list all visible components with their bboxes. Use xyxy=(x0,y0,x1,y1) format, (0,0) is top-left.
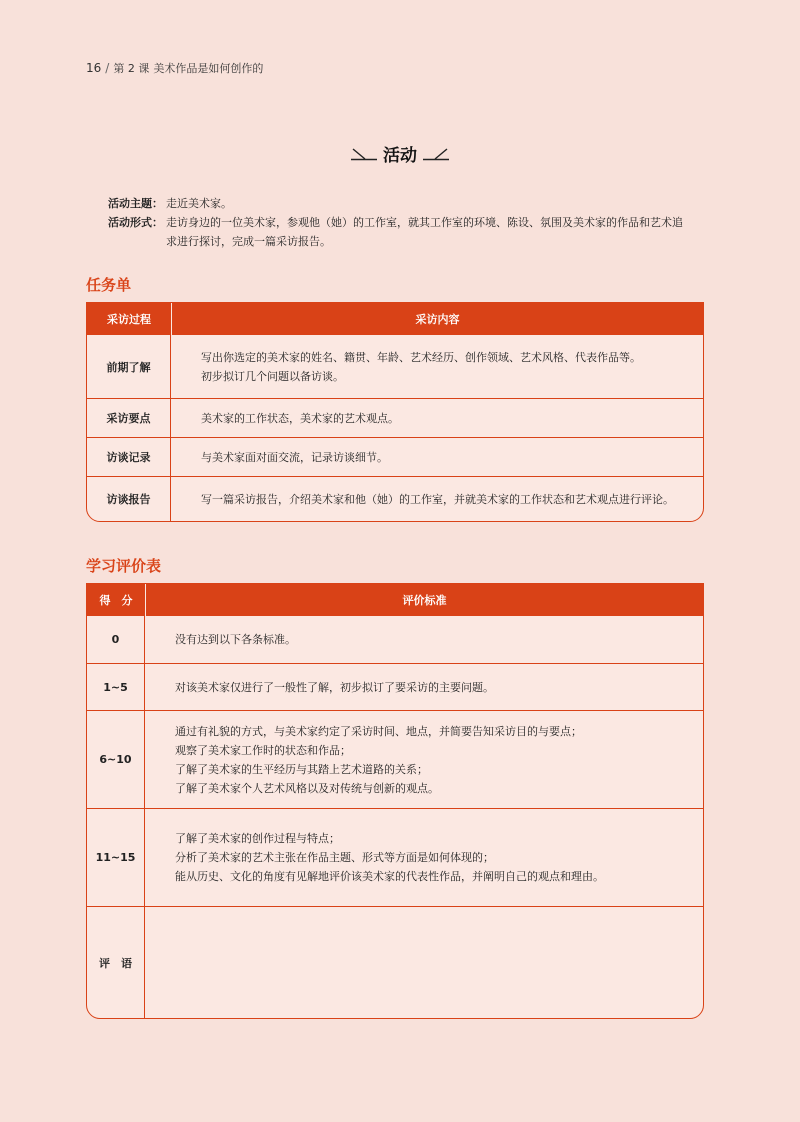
table-row xyxy=(87,437,703,476)
evaluation-title: 学习评价表 xyxy=(86,557,162,575)
activity-format-label: 活动形式： xyxy=(108,216,163,229)
lesson-title: 美术作品是如何创作的 xyxy=(153,62,264,75)
score-cell: 1~5 xyxy=(87,663,145,710)
row-key: 前期了解 xyxy=(87,335,171,398)
activity-theme-label: 活动主题： xyxy=(108,197,163,210)
column-header: 得 分 xyxy=(87,584,145,616)
activity-theme-row xyxy=(108,194,708,213)
content-line: 写一篇采访报告，介绍美术家和他（她）的工作室，并就美术家的工作状态和艺术观点进行评论。 xyxy=(201,492,674,506)
criteria-cell xyxy=(145,616,703,663)
activity-format-line: 走访身边的一位美术家，参观他（她）的工作室，就其工作室的环境、陈设、氛围及美术家的作品和艺术追 xyxy=(166,216,683,229)
activity-info xyxy=(108,194,708,251)
row-content xyxy=(171,335,703,398)
content-line: 没有达到以下各条标准。 xyxy=(175,633,296,646)
content-line: 了解了美术家的生平经历与其踏上艺术道路的关系； xyxy=(175,762,428,776)
column-header: 评价标准 xyxy=(145,584,703,616)
criteria-cell xyxy=(145,808,703,906)
activity-title: 活动 xyxy=(383,146,417,166)
title-left-decoration-icon xyxy=(351,147,377,161)
row-content xyxy=(171,476,703,521)
table-row xyxy=(87,616,703,663)
activity-theme-value: 走近美术家。 xyxy=(166,197,232,210)
table-header-row xyxy=(87,303,703,335)
content-line: 初步拟订几个问题以备访谈。 xyxy=(201,369,344,383)
table-row xyxy=(87,335,703,398)
content-line: 美术家的工作状态，美术家的艺术观点。 xyxy=(201,411,399,425)
row-key: 采访要点 xyxy=(87,398,171,437)
column-header: 采访过程 xyxy=(87,303,171,335)
activity-heading xyxy=(0,141,800,166)
table-row xyxy=(87,398,703,437)
table-row xyxy=(87,663,703,710)
row-key: 访谈报告 xyxy=(87,476,171,521)
page-header xyxy=(86,60,263,76)
table-header-row xyxy=(87,584,703,616)
content-line: 观察了美术家工作时的状态和作品； xyxy=(175,743,351,757)
page-number: 16 xyxy=(86,61,102,75)
activity-format-value xyxy=(166,213,708,251)
comment-area[interactable] xyxy=(145,906,703,1018)
evaluation-table xyxy=(86,583,704,1019)
content-line: 与美术家面对面交流，记录访谈细节。 xyxy=(201,450,388,464)
content-line: 能从历史、文化的角度有见解地评价该美术家的代表性作品，并阐明自己的观点和理由。 xyxy=(175,870,604,883)
activity-format-row xyxy=(108,213,708,251)
content-line: 写出你选定的美术家的姓名、籍贯、年龄、艺术经历、创作领域、艺术风格、代表作品等。 xyxy=(201,350,641,364)
header-separator: / xyxy=(105,61,110,75)
table-row xyxy=(87,808,703,906)
criteria-cell xyxy=(145,663,703,710)
content-line: 分析了美术家的艺术主张在作品主题、形式等方面是如何体现的； xyxy=(175,851,494,864)
table-row xyxy=(87,906,703,1018)
row-content xyxy=(171,398,703,437)
score-cell: 0 xyxy=(87,616,145,663)
comment-label: 评 语 xyxy=(87,906,145,1018)
table-row xyxy=(87,710,703,808)
criteria-cell xyxy=(145,710,703,808)
score-cell: 11~15 xyxy=(87,808,145,906)
table-row xyxy=(87,476,703,521)
content-line: 对该美术家仅进行了一般性了解，初步拟订了要采访的主要问题。 xyxy=(175,680,494,694)
content-line: 通过有礼貌的方式，与美术家约定了采访时间、地点，并简要告知采访目的与要点； xyxy=(175,724,582,738)
activity-format-line: 求进行探讨，完成一篇采访报告。 xyxy=(166,235,331,248)
content-line: 了解了美术家个人艺术风格以及对传统与创新的观点。 xyxy=(175,781,439,795)
lesson-number: 第 2 课 xyxy=(113,62,150,75)
row-key: 访谈记录 xyxy=(87,437,171,476)
title-right-decoration-icon xyxy=(423,147,449,161)
row-content xyxy=(171,437,703,476)
task-sheet-table xyxy=(86,302,704,522)
task-sheet-title: 任务单 xyxy=(86,276,132,294)
column-header: 采访内容 xyxy=(171,303,703,335)
content-line: 了解了美术家的创作过程与特点； xyxy=(175,832,340,845)
score-cell: 6~10 xyxy=(87,710,145,808)
